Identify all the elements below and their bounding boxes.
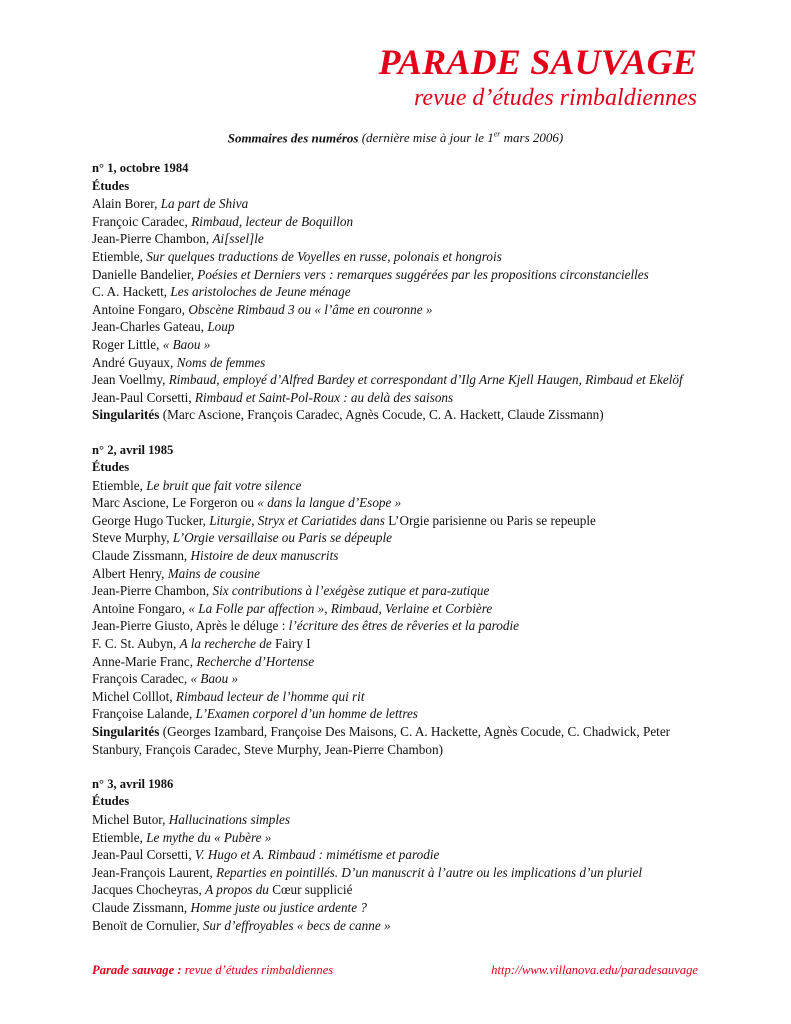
article-entry: [92, 917, 712, 935]
article-title: A propos du: [205, 882, 269, 898]
article-entry: [92, 688, 712, 706]
article-entry: [92, 354, 712, 372]
article-entry: [92, 846, 712, 864]
article-title: Noms de femmes: [176, 354, 266, 370]
article-title: Liturgie, Stryx et Cariatides dans: [209, 512, 385, 528]
article-title: Recherche d’Hortense: [196, 653, 315, 669]
issue-section: [92, 442, 712, 759]
issue-section: [92, 160, 712, 424]
article-author: André Guyaux,: [92, 354, 177, 370]
article-entry: [92, 635, 712, 653]
article-entry: [92, 617, 712, 635]
singularites-contributors: (Marc Ascione, François Caradec, Agnès Cocude, C. A. Hackett, Claude Zissmann): [159, 407, 604, 423]
article-title: « Baou »: [162, 336, 211, 352]
article-author: Jean-Pierre Chambon,: [92, 583, 213, 599]
article-title: Les aristoloches de Jeune ménage: [170, 284, 351, 300]
journal-header: [378, 42, 697, 112]
article-author: Jean Voellmy,: [92, 372, 169, 388]
article-entry: [92, 881, 712, 899]
article-title: Reparties en pointillés. D’un manuscrit à l’autre ou les implications d’un pluriel: [216, 864, 643, 880]
singularites-contributors: (Georges Izambard, Françoise Des Maisons, C. A. Hackette, Agnès Cocude, C. Chadwick, Peter Stanbury, François Caradec, Steve Murphy, Jean-Pierre Chambon): [92, 724, 671, 757]
article-author: Claude Zissmann,: [92, 548, 191, 564]
article-title: Le bruit que fait votre silence: [146, 477, 302, 493]
article-title: Rimbaud lecteur de l’homme qui rit: [175, 688, 365, 704]
summary-note: (dernière mise à jour le 1er mars 2006): [361, 130, 564, 146]
article-author: Michel Butor,: [92, 811, 169, 827]
article-title: V. Hugo et A. Rimbaud : mimétisme et parodie: [194, 847, 440, 863]
issue-section: [92, 776, 712, 934]
summary-line: [0, 126, 791, 147]
article-title: L’Orgie versaillaise ou Paris se dépeuple: [172, 530, 392, 546]
article-author: Jacques Chocheyras,: [92, 882, 206, 898]
singularites-label: Singularités: [92, 407, 160, 423]
article-entry: [92, 213, 712, 231]
article-title: A la recherche de: [179, 636, 272, 652]
journal-title: PARADE SAUVAGE: [378, 42, 697, 82]
article-author: Steve Murphy,: [92, 530, 173, 546]
article-entry: [92, 829, 712, 847]
article-title: « La Folle par affection », Rimbaud, Verlaine et Corbière: [188, 600, 493, 616]
article-text: Fairy I: [271, 636, 311, 652]
article-title: Le mythe du « Pubère »: [146, 829, 272, 845]
article-title: Sur d’effroyables « becs de canne »: [202, 917, 391, 933]
article-entry: [92, 705, 712, 723]
article-author: Jean-Charles Gateau,: [92, 319, 208, 335]
article-title: Homme juste ou justice ardente ?: [190, 899, 367, 915]
issue-heading: n° 3, avril 1986: [92, 776, 174, 791]
article-text: Cœur supplicié: [268, 882, 353, 898]
article-author: Roger Little,: [92, 336, 163, 352]
article-author: Benoït de Cornulier,: [92, 917, 203, 933]
article-title: « Baou »: [190, 671, 239, 687]
article-entry: [92, 547, 712, 565]
singularites-entry: [92, 406, 712, 424]
article-entry: [92, 230, 712, 248]
article-title: Loup: [207, 319, 235, 335]
article-author: Jean-Pierre Chambon,: [92, 231, 213, 247]
article-title: Mains de cousine: [167, 565, 260, 581]
article-author: Etiemble,: [92, 829, 147, 845]
article-entry: [92, 248, 712, 266]
issue-heading: n° 1, octobre 1984: [92, 161, 189, 175]
article-author: Jean-Paul Corsetti,: [92, 847, 195, 863]
article-author: Antoine Fongaro,: [92, 600, 189, 616]
journal-subtitle: revue d’études rimbaldiennes: [413, 85, 697, 111]
article-title: Rimbaud, employé d’Alfred Bardey et correspondant d’Ilg Arne Kjell Haugen, Rimbaud et Ekelöf: [168, 372, 683, 388]
article-entry: [92, 864, 712, 882]
article-title: Histoire de deux manuscrits: [190, 548, 339, 564]
article-author: Danielle Bandelier,: [92, 266, 198, 282]
article-entry: [92, 301, 712, 319]
issue-heading: n° 2, avril 1985: [92, 442, 174, 457]
article-author: Françoic Caradec,: [92, 213, 192, 229]
article-title: « dans la langue d’Esope »: [257, 495, 402, 511]
article-author: Etiemble,: [92, 477, 147, 493]
article-author: Alain Borer,: [92, 196, 161, 212]
article-author: Jean-Paul Corsetti,: [92, 389, 195, 405]
section-heading: Études: [92, 460, 130, 475]
article-title: Obscène Rimbaud 3 ou « l’âme en couronne »: [188, 301, 433, 317]
singularites-label: Singularités: [92, 724, 160, 739]
article-entry: [92, 565, 712, 583]
article-entry: [92, 529, 712, 547]
article-author: Albert Henry,: [92, 565, 168, 581]
article-author: Antoine Fongaro,: [92, 301, 189, 317]
article-title: Rimbaud, lecteur de Boquillon: [191, 213, 354, 229]
article-title: l’écriture des êtres de rêveries et la parodie: [288, 618, 520, 634]
summary-label: Sommaires des numéros: [227, 130, 359, 146]
table-of-contents: [92, 160, 712, 952]
article-author: Anne-Marie Franc,: [92, 653, 197, 669]
article-author: Claude Zissmann,: [92, 899, 191, 915]
footer-url-link[interactable]: http://www.villanova.edu/paradesauvage: [491, 963, 698, 977]
article-entry: [92, 670, 712, 688]
article-entry: [92, 477, 712, 495]
article-title: Hallucinations simples: [168, 811, 291, 827]
article-author: Jean-François Laurent,: [92, 864, 217, 880]
article-author: F. C. St. Aubyn,: [92, 636, 180, 652]
article-entry: [92, 371, 712, 389]
footer-journal-name: Parade sauvage : revue d’études rimbaldiennes: [92, 963, 334, 977]
article-entry: [92, 195, 712, 213]
article-title: Sur quelques traductions de Voyelles en russe, polonais et hongrois: [146, 248, 502, 264]
article-title: Poésies et Derniers vers : remarques suggérées par les propositions circonstancielles: [197, 266, 649, 282]
section-heading: Études: [92, 794, 130, 809]
article-entry: [92, 899, 712, 917]
singularites-entry: [92, 723, 712, 758]
article-entry: [92, 600, 712, 618]
article-author: Jean-Pierre Giusto, Après le déluge :: [92, 618, 289, 634]
article-title: La part de Shiva: [160, 196, 249, 212]
article-author: Marc Ascione, Le Forgeron ou: [92, 495, 258, 511]
article-title: Six contributions à l’exégèse zutique et para-zutique: [212, 583, 490, 599]
article-author: Etiemble,: [92, 248, 147, 264]
article-entry: [92, 653, 712, 671]
article-title: Ai[ssel]le: [212, 231, 264, 247]
article-entry: [92, 811, 712, 829]
article-author: George Hugo Tucker,: [92, 512, 210, 528]
article-entry: [92, 336, 712, 354]
article-entry: [92, 512, 712, 530]
article-entry: [92, 582, 712, 600]
section-heading: Études: [92, 178, 130, 193]
article-entry: [92, 494, 712, 512]
article-title: L’Examen corporel d’un homme de lettres: [195, 706, 418, 722]
article-entry: [92, 318, 712, 336]
article-author: C. A. Hackett,: [92, 284, 171, 300]
article-author: Françoise Lalande,: [92, 706, 196, 722]
article-author: François Caradec,: [92, 671, 191, 687]
article-text: L’Orgie parisienne ou Paris se repeuple: [384, 512, 596, 528]
article-entry: [92, 266, 712, 284]
article-entry: [92, 283, 712, 301]
article-title: Rimbaud et Saint-Pol-Roux : au delà des saisons: [194, 389, 454, 405]
article-author: Michel Colllot,: [92, 688, 176, 704]
article-entry: [92, 389, 712, 407]
